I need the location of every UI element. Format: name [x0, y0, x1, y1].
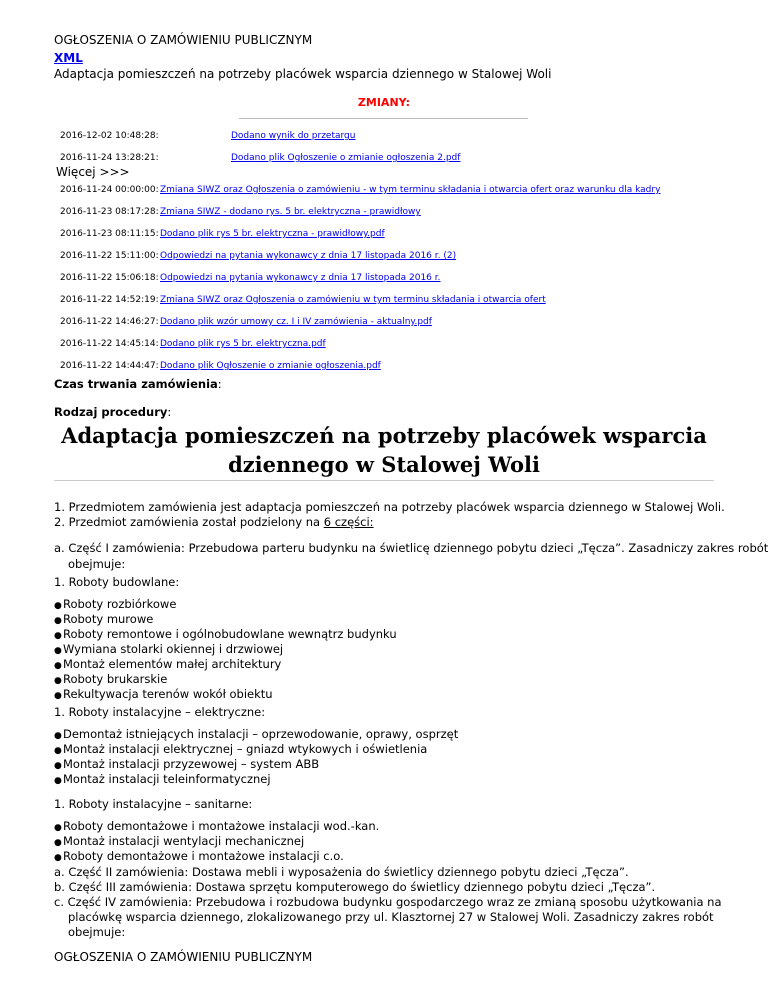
main-title-line2: dziennego w Stalowej Woli [228, 452, 540, 477]
more-link[interactable]: Więcej >>> [56, 165, 130, 179]
bullet-icon: ● [54, 776, 62, 786]
change-link[interactable]: Dodano plik rys 5 br. elektryczna.pdf [160, 339, 326, 349]
bullet-icon: ● [54, 616, 62, 626]
bullet-icon: ● [54, 761, 62, 771]
change-link[interactable]: Dodano plik wzór umowy cz. I i IV zamówienia - aktualny.pdf [160, 317, 432, 327]
bullet-item [54, 612, 153, 628]
main-title [54, 421, 714, 479]
bullet-text: Montaż elementów małej architektury [63, 657, 282, 671]
bullet-item [54, 727, 458, 743]
change-date: 2016-11-22 14:44:47: [60, 361, 159, 371]
bullet-text: Roboty murowe [63, 612, 154, 626]
bullet-item [54, 627, 397, 643]
bullet-item [54, 834, 304, 850]
bullet-icon: ● [54, 646, 62, 656]
bullet-text: Rekultywacja terenów wokół obiektu [63, 687, 273, 701]
bullet-item [54, 657, 281, 673]
bullet-icon: ● [54, 731, 62, 741]
bullet-text: Roboty rozbiórkowe [63, 597, 177, 611]
bullet-icon: ● [54, 661, 62, 671]
bullet-item [54, 772, 271, 788]
change-link[interactable]: Dodano plik Ogłoszenie o zmianie ogłoszenia.pdf [160, 361, 381, 371]
paragraph-2-text: 2. Przedmiot zamówienia został podzielony na [54, 515, 324, 529]
procedure-label: Rodzaj procedury [54, 405, 168, 419]
change-link[interactable]: Dodano wynik do przetargu [231, 131, 356, 141]
change-date: 2016-11-23 08:17:28: [60, 207, 159, 217]
duration-colon: : [217, 377, 222, 391]
change-link[interactable]: Dodano plik rys 5 br. elektryczna - prawidłowy.pdf [160, 229, 385, 239]
change-date: 2016-11-22 15:11:00: [60, 251, 159, 261]
page-footer-title: OGŁOSZENIA O ZAMÓWIENIU PUBLICZNYM [54, 950, 313, 964]
bullet-item [54, 849, 344, 865]
duration-label: Czas trwania zamówienia [54, 377, 218, 391]
part-d-cont2: obejmuje: [68, 925, 126, 939]
changes-heading: ZMIANY: [357, 96, 411, 109]
group-2-title: 1. Roboty instalacyjne – elektryczne: [54, 705, 266, 719]
bullet-text: Montaż instalacji wentylacji mechanicznej [63, 834, 305, 848]
bullet-item [54, 742, 427, 758]
group-3-title: 1. Roboty instalacyjne – sanitarne: [54, 797, 253, 811]
change-link[interactable]: Zmiana SIWZ - dodano rys. 5 br. elektryczna - prawidłowy [160, 207, 421, 217]
xml-link[interactable]: XML [54, 51, 83, 65]
change-date: 2016-11-22 14:52:19: [60, 295, 159, 305]
bullet-item [54, 642, 283, 658]
paragraph-2 [54, 514, 374, 530]
bullet-icon: ● [54, 853, 62, 863]
change-link[interactable]: Odpowiedzi na pytania wykonawcy z dnia 17 listopada 2016 r. [160, 273, 441, 283]
bullet-icon: ● [54, 631, 62, 641]
notice-subject: Adaptacja pomieszczeń na potrzeby placówek wsparcia dziennego w Stalowej Woli [54, 67, 552, 81]
change-date: 2016-11-23 08:11:15: [60, 229, 159, 239]
part-b: a. Część II zamówienia: Dostawa mebli i wyposażenia do świetlicy dziennego pobytu dzieci „Tęcza”. [54, 865, 629, 879]
bullet-item [54, 757, 319, 773]
bullet-item [54, 819, 379, 835]
bullet-text: Roboty demontażowe i montażowe instalacji wod.-kan. [63, 819, 380, 833]
bullet-item [54, 597, 176, 613]
bullet-text: Roboty brukarskie [63, 672, 168, 686]
bullet-text: Demontaż istniejących instalacji – oprzewodowanie, oprawy, osprzęt [63, 727, 459, 741]
page-header-title: OGŁOSZENIA O ZAMÓWIENIU PUBLICZNYM [54, 33, 313, 47]
part-d: c. Część IV zamówienia: Przebudowa i rozbudowa budynku gospodarczego wraz ze zmianą sposobu użytkowania na [54, 895, 722, 909]
bullet-text: Roboty remontowe i ogólnobudowlane wewnątrz budynku [63, 627, 397, 641]
bullet-icon: ● [54, 601, 62, 611]
change-date: 2016-11-22 14:45:14: [60, 339, 159, 349]
part-d-cont: placówkę wsparcia dziennego, zlokalizowanego przy ul. Klasztornej 27 w Stalowej Woli. Zasadniczy zakres robót [68, 910, 714, 924]
bullet-icon: ● [54, 746, 62, 756]
paragraph-1: 1. Przedmiotem zamówienia jest adaptacja pomieszczeń na potrzeby placówek wsparcia dziennego w Stalowej Woli. [54, 500, 725, 514]
change-date: 2016-11-24 00:00:00: [60, 185, 159, 195]
change-link[interactable]: Odpowiedzi na pytania wykonawcy z dnia 17 listopada 2016 r. (2) [160, 251, 457, 261]
bullet-icon: ● [54, 823, 62, 833]
part-a-cont: obejmuje: [68, 557, 126, 571]
change-link[interactable]: Zmiana SIWZ oraz Ogłoszenia o zamówieniu w tym terminu składania i otwarcia ofert [160, 295, 546, 305]
change-date: 2016-12-02 10:48:28: [60, 131, 159, 141]
procedure-colon: : [167, 405, 172, 419]
bullet-text: Montaż instalacji przyzewowej – system ABB [63, 757, 320, 771]
bullet-icon: ● [54, 676, 62, 686]
change-date: 2016-11-22 15:06:18: [60, 273, 159, 283]
main-title-line1: Adaptacja pomieszczeń na potrzeby placówek wsparcia [61, 423, 707, 448]
group-1-title: 1. Roboty budowlane: [54, 575, 180, 589]
part-c: b. Część III zamówienia: Dostawa sprzętu komputerowego do świetlicy dziennego pobytu dzieci „Tęcza”. [54, 880, 656, 894]
bullet-icon: ● [54, 838, 62, 848]
part-a: a. Część I zamówienia: Przebudowa parteru budynku na świetlicę dziennego pobytu dzieci „Tęcza”. Zasadniczy zakres robót [54, 541, 768, 555]
parts-count: 6 części: [323, 515, 374, 529]
bullet-text: Wymiana stolarki okiennej i drzwiowej [63, 642, 284, 656]
bullet-text: Montaż instalacji elektrycznej – gniazd wtykowych i oświetlenia [63, 742, 428, 756]
change-link[interactable]: Dodano plik Ogłoszenie o zmianie ogłoszenia 2.pdf [231, 153, 461, 163]
bullet-text: Montaż instalacji teleinformatycznej [63, 772, 271, 786]
title-divider [54, 480, 714, 481]
change-date: 2016-11-24 13:28:21: [60, 153, 159, 163]
duration-field [54, 377, 222, 391]
change-link[interactable]: Zmiana SIWZ oraz Ogłoszenia o zamówieniu - w tym terminu składania i otwarcia ofert oraz warunku dla kadry [160, 185, 661, 195]
changes-divider [239, 118, 528, 119]
bullet-item [54, 687, 273, 703]
bullet-icon: ● [54, 691, 62, 701]
bullet-text: Roboty demontażowe i montażowe instalacji c.o. [63, 849, 344, 863]
bullet-item [54, 672, 167, 688]
change-date: 2016-11-22 14:46:27: [60, 317, 159, 327]
procedure-field [54, 405, 171, 419]
